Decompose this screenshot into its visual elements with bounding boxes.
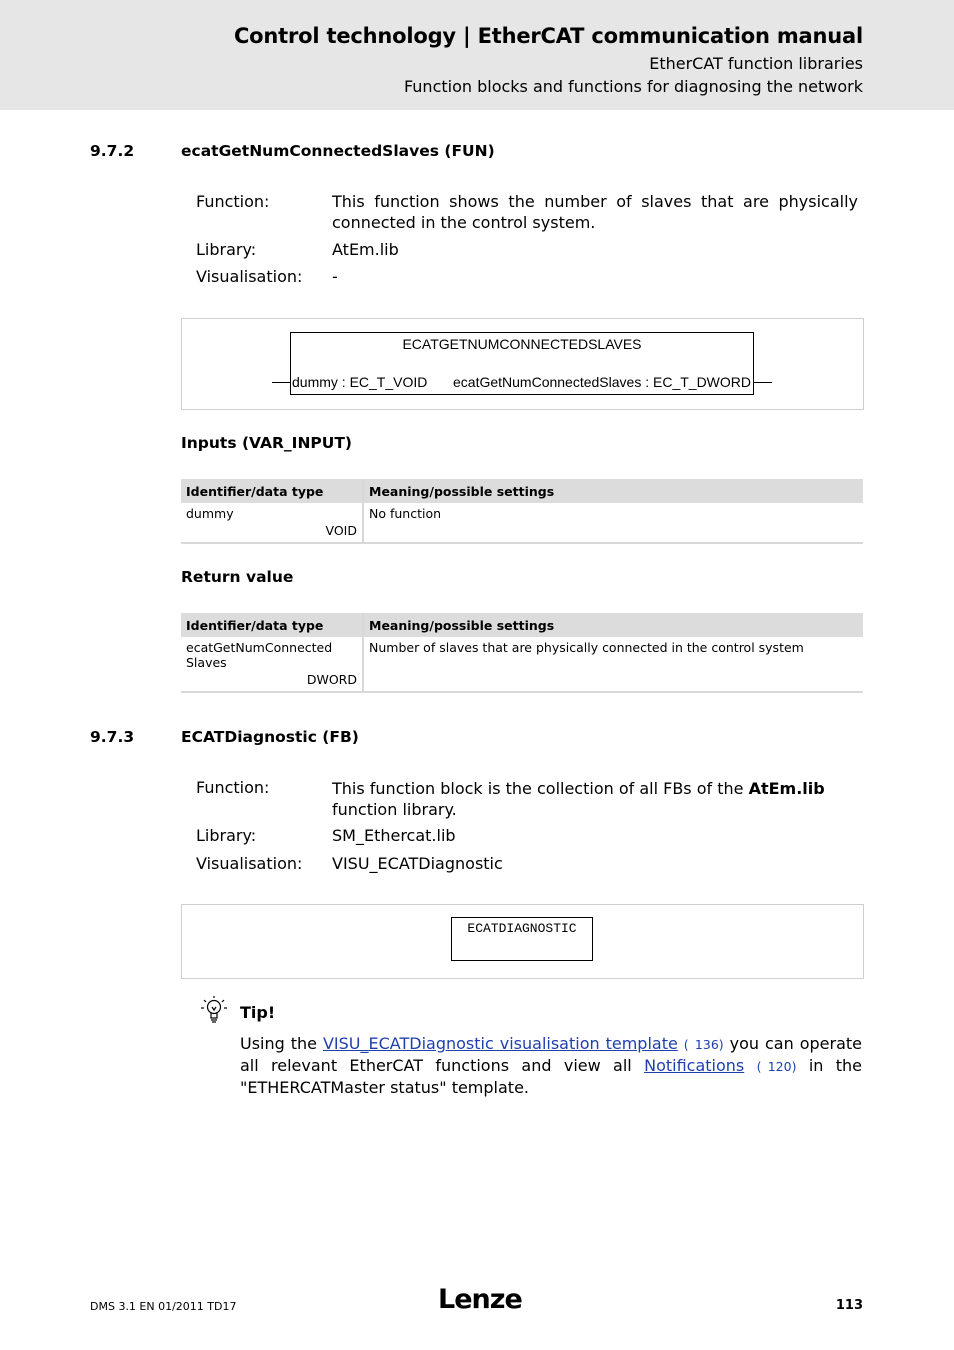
identifier-line2: Slaves [186,655,227,670]
column-header: Identifier/data type [181,479,363,503]
section-number: 9.7.2 [90,142,135,160]
function-label: Function: [196,778,270,797]
function-description-line2: connected in the control system. [332,213,596,232]
manual-title: Control technology | EtherCAT communication manual [233,24,863,48]
meaning-cell: No function [363,503,863,543]
column-header: Meaning/possible settings [363,479,863,503]
lightbulb-icon [196,994,232,1028]
output-connector [753,382,772,383]
tip-label: Tip! [240,1003,276,1022]
page-ref-120[interactable]: ( 120) [756,1059,797,1074]
library-label: Library: [196,240,257,259]
library-name: AtEm.lib [748,779,825,798]
return-heading: Return value [181,568,294,586]
inputs-table [181,479,863,544]
tip-text: Using the VISU_ECATDiagnostic visualisation template ( 136) you can operate all relevant EtherCAT functions and view all Notifications ( 120) in the "ETHERCATMaster status" template. [240,1034,863,1097]
block-output: ecatGetNumConnectedSlaves : EC_T_DWORD [453,374,751,390]
function-block [290,332,754,395]
visualisation-label: Visualisation: [196,854,303,873]
identifier-cell [181,637,363,692]
section-heading: ecatGetNumConnectedSlaves (FUN) [181,142,495,160]
function-description: This function block is the collection of all FBs of the AtEm.lib function library. [332,779,825,819]
visualisation-value: - [332,267,338,286]
library-value: AtEm.lib [332,240,399,259]
function-label: Function: [196,192,270,211]
return-table [181,613,863,693]
table-row [181,637,863,692]
page-ref-136[interactable]: ( 136) [683,1037,724,1052]
visu-template-link[interactable]: VISU_ECATDiagnostic visualisation template [322,1034,678,1053]
function-description-line1: This function shows the number of slaves that are physically [332,192,858,211]
input-connector [272,382,290,383]
table-row [181,503,863,543]
chapter-title: EtherCAT function libraries [649,54,863,73]
section-number: 9.7.3 [90,728,135,746]
function-block-diagram [181,318,864,410]
block-input: dummy : EC_T_VOID [292,374,428,390]
library-label: Library: [196,826,257,845]
notifications-link[interactable]: Notifications [644,1056,745,1075]
function-block-diagram [181,904,864,979]
document-id: DMS 3.1 EN 01/2011 TD17 [90,1300,237,1313]
identifier-cell [181,503,363,543]
page-number: 113 [835,1298,863,1313]
section-title: Function blocks and functions for diagnosing the network [403,77,863,96]
lenze-logo: Lenze [438,1284,522,1315]
identifier-line1: ecatGetNumConnected [186,640,333,655]
page-header [0,0,954,110]
column-header: Meaning/possible settings [363,613,863,637]
block-title: ECATGETNUMCONNECTEDSLAVES [402,336,642,352]
visualisation-value: VISU_ECATDiagnostic [332,854,503,873]
function-block [451,917,593,961]
meaning-cell: Number of slaves that are physically connected in the control system [363,637,863,692]
data-type: VOID [325,523,357,538]
column-header: Identifier/data type [181,613,363,637]
block-title: ECATDIAGNOSTIC [467,921,577,936]
identifier: dummy [186,506,234,521]
data-type: DWORD [306,672,357,687]
visualisation-label: Visualisation: [196,267,303,286]
library-value: SM_Ethercat.lib [332,826,456,845]
section-heading: ECATDiagnostic (FB) [181,728,359,746]
inputs-heading: Inputs (VAR_INPUT) [181,434,353,452]
